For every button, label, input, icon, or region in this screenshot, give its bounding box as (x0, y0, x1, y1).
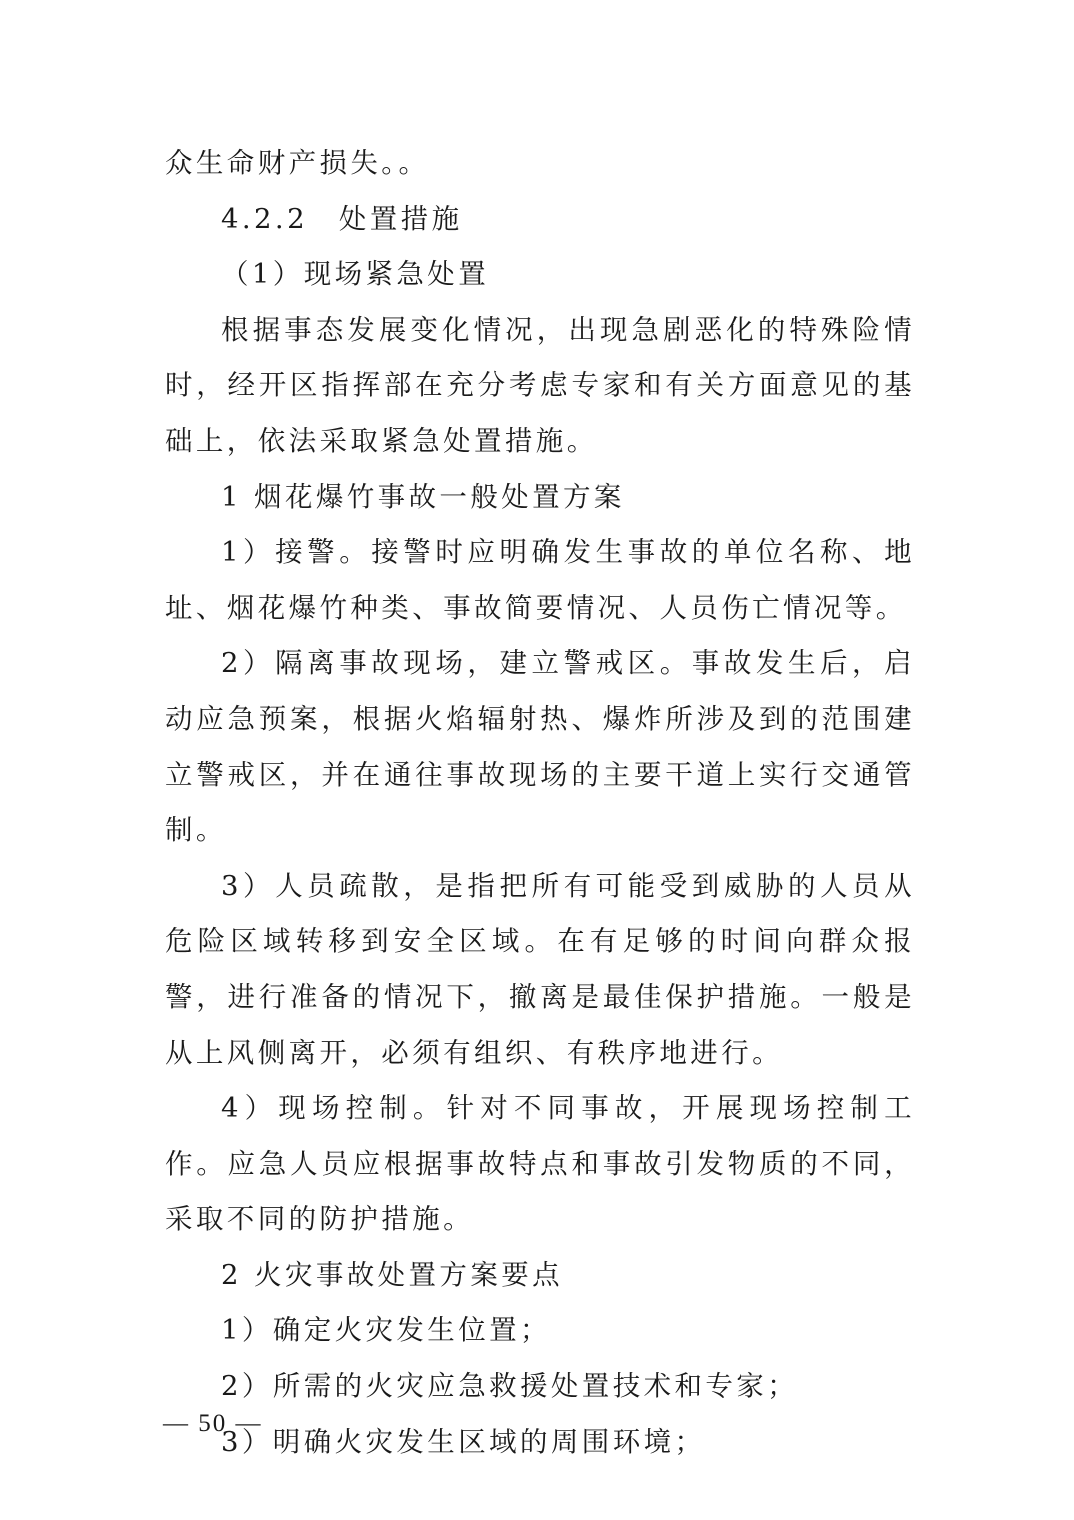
item-heading-fire-plan: 2 火灾事故处置方案要点 (221, 1258, 564, 1291)
page-number: — 50 — (163, 1410, 263, 1437)
list-item-site-control: 4）现场控制。针对不同事故，开展现场控制工作。应急人员应根据事故特点和事故引发物质的不同，采取不同的防护措施。 (165, 1092, 915, 1236)
list-item-isolate-scene: 2）隔离事故现场，建立警戒区。事故发生后，启动应急预案，根据火焰辐射热、爆炸所涉及到的范围建立警戒区，并在通往事故现场的主要干道上实行交通管制。 (165, 647, 915, 847)
section-heading-4-2-2: 4.2.2 处置措施 (221, 202, 463, 235)
list-item-evacuation: 3）人员疏散，是指把所有可能受到威胁的人员从危险区域转移到安全区域。在有足够的时间向群众报警，进行准备的情况下，撤离是最佳保护措施。一般是从上风侧离开，必须有组织、有秩序地进行。 (165, 869, 915, 1069)
item-heading-fireworks-plan: 1 烟花爆竹事故一般处置方案 (221, 480, 625, 513)
document-body (165, 136, 915, 1470)
list-item-fire-surroundings: 3）明确火灾发生区域的周围环境； (221, 1425, 706, 1458)
paragraph-emergency-measures: 根据事态发展变化情况，出现急剧恶化的特殊险情时，经开区指挥部在充分考虑专家和有关方面意见的基础上，依法采取紧急处置措施。 (165, 313, 915, 457)
paragraph-continuation: 众生命财产损失。。 (165, 147, 430, 179)
list-item-receive-alarm: 1）接警。接警时应明确发生事故的单位名称、地址、烟花爆竹种类、事故简要情况、人员伤亡情况等。 (165, 536, 915, 624)
subsection-heading-emergency-disposal: （1）现场紧急处置 (221, 258, 490, 291)
list-item-fire-location: 1）确定火灾发生位置； (221, 1314, 551, 1347)
list-item-fire-experts: 2）所需的火灾应急救援处置技术和专家； (221, 1370, 799, 1403)
